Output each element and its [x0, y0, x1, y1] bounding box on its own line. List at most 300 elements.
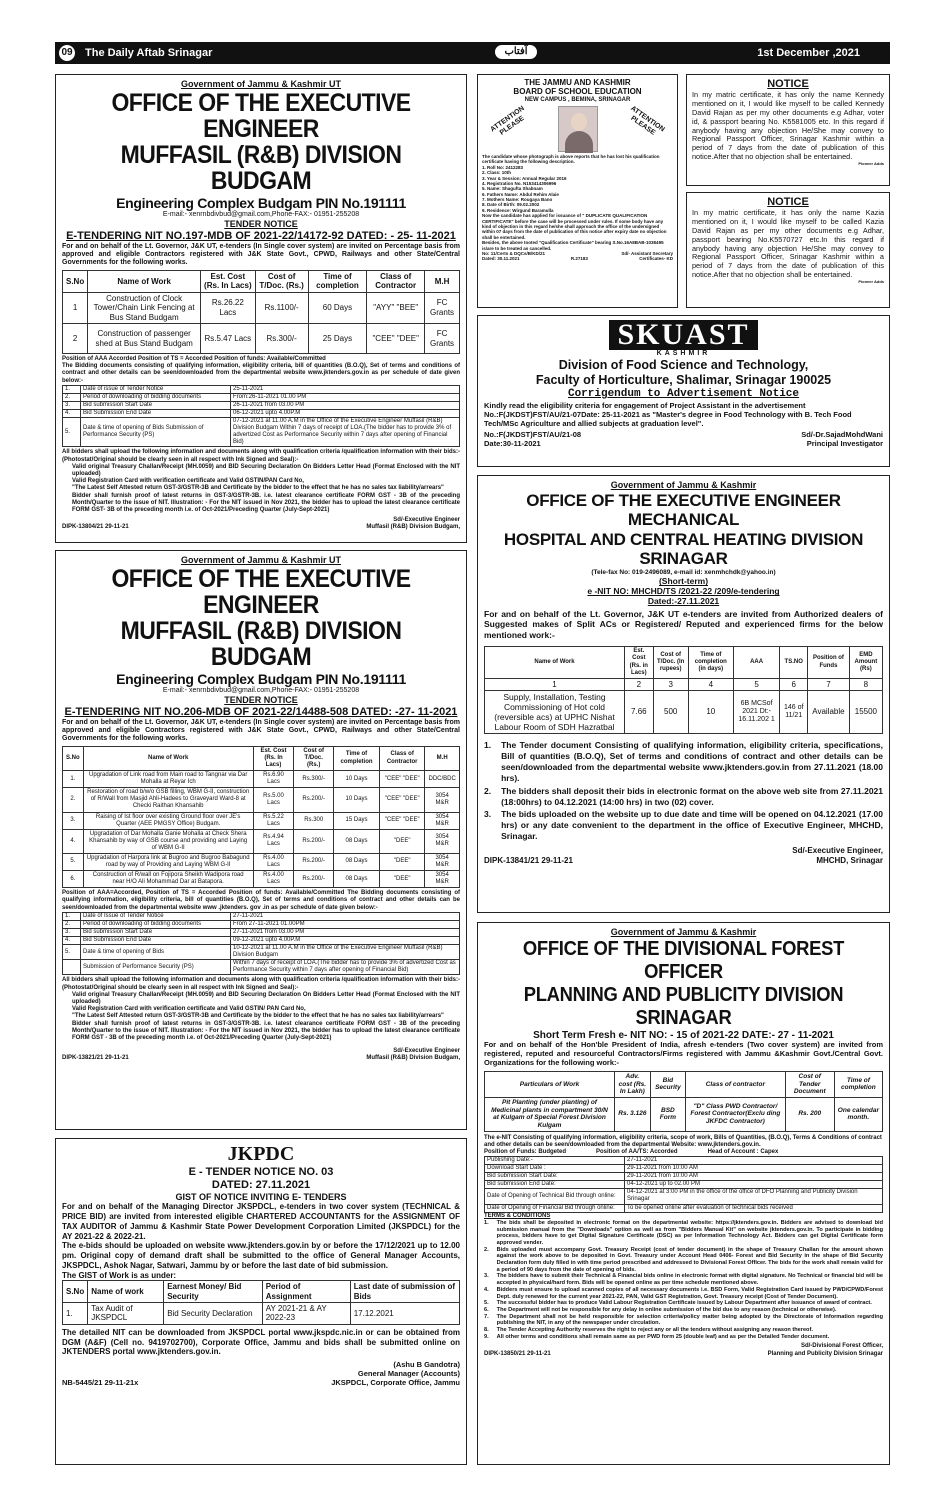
text-ad6-row-6: Available: [808, 691, 850, 734]
text-ad1-schedule-1-2: From:26-11-2021 01.00 PM: [231, 393, 460, 401]
text-ad2-body2: Besides, the above tooted "Qualification Certificate" bearing S.No.16A8BAB-1038495 is/are to be treated as cancelled.: [482, 240, 664, 251]
text-ad8-terms-8: All other terms and conditions shall remain same as per PWD form 25 (double leaf) and as per the Detailed Tender document.: [496, 1333, 830, 1340]
title-line2: PLANNING AND PUBLICITY DIVISION SRINAGAR: [523, 983, 844, 1029]
text-ad6-headers-5: TS.NO: [780, 647, 808, 678]
text-ad6-nums-2: 3: [653, 678, 688, 690]
text-ad1-schedule-0-2: 25-11-2021: [231, 385, 460, 393]
title1: Division of Food Science and Technology,: [558, 358, 809, 373]
text-ad8-funds: Position of Funds: Budgeted: [484, 1148, 566, 1155]
works-table: [62, 270, 460, 354]
text-ad7-rows-2-0: 3.: [63, 812, 84, 829]
text-ad6-headers-2: Cost of T/Doc. (In rupees): [653, 647, 688, 678]
text-ad6-headers-1: Est. Cost (Rs. in Lacs): [625, 647, 654, 678]
text-ad9-headers-4: Last date of submission of Bids: [350, 1281, 459, 1303]
title2: Faculty of Horticulture, Shalimar, Srinagar 190025: [535, 373, 832, 387]
text-ad6-points-2: The bids uploaded on the website up to due date and time will be opened on 04.12.2021 (17.00 hrs) or any date convenient to the department in the office of Executive Engineer, MHCHD, Srinagar.: [501, 809, 883, 842]
text-ad7-notes-3: "The Latest Self Attested return GST-3/GSTR-3B and Certificate by the bidder to the effect that he has no sales tax liability/arrears": [72, 1013, 444, 1020]
text-ad7-rows-4-1: Upgradation of Harpora link at Bugroo and Bugroo Babagund road by way of Providing and Laying WBM G-II: [83, 853, 253, 870]
text-ad8-terms-2: The bidders have to submit their Technical & Financial bids online in electronic format with digital signature. No Technical or financial bid will be accepted in physical/hard form. Bids will be opened online as per time schedule mentioned above.: [496, 1273, 883, 1287]
tender-points: 1. The Tender document Consisting of qualifying information, eligibility criteria, specifications, Bill of quantities (B.O.Q), Set of terms and conditions of contract and other details can be seen/downloaded from the departmental website www.jktenders.gov.in from 27.11.2021 (18.00 hrs). 2. The bidders shall deposit their bids in electronic format on the above web site from 27.11.2021 (18:00hrs) to 04.12.2021 (14:00 hrs) in two (02) cover. 3. The bids uploaded on the website up to due date and time will be opened on 04.12.2021 (17.00 hrs) or any date convenient to the department in the office of Executive Engineer, MHCHD, Srinagar.: [484, 740, 883, 842]
signatory: (Ashu B Gandotra): [393, 1360, 460, 1370]
notice-title: NOTICE: [767, 196, 809, 208]
works-table: [484, 646, 883, 734]
text-ad7-rows-4-0: 5.: [63, 853, 84, 870]
text-ad7-rows-5-4: 08 Days: [334, 871, 380, 888]
text-ad8-row-2: BSD Form: [650, 1097, 685, 1131]
text-ad7-notes-1: Valid original Treasury Challan/Receipt (MH.0059) and BID Securing Declaration On Bidders Letter Head (Format Enclosed with the NIT uploaded): [72, 991, 460, 1005]
text-ad1-rows-1-0: 2: [63, 324, 88, 354]
text-ad8-schedule-1-1: 29-11-2021 from 10:00 AM: [625, 1165, 883, 1173]
title-line2: MUFFASIL (R&B) DIVISION BUDGAM: [120, 617, 402, 672]
text-ad7-rows-4-3: Rs.200/-: [294, 853, 334, 870]
text-ad1-notes-3: "The Latest Self Attested return GST-3/GSTR-3B and Certificate by the bidder to the effect that he has no sales tax liability/arrears": [72, 485, 444, 492]
text-ad9-headers-1: Name of work: [88, 1281, 164, 1303]
gov-header: Government of Jammu & Kashmir: [610, 927, 757, 937]
text-ad7-rows-0-3: Rs.300/-: [294, 771, 334, 788]
tender-dfo: [477, 922, 890, 1465]
jkpdc-logo: [62, 1143, 460, 1166]
text-ad7-rows-3-4: 08 Days: [334, 829, 380, 853]
short-term: (Short-term): [658, 576, 709, 587]
address: Engineering Complex Budgam PIN No.191111: [116, 670, 406, 687]
text-ad1-sign2: Muffasil (R&B) Division Budgam,: [366, 524, 460, 531]
text-ad7-rows-0-0: 1.: [63, 771, 84, 788]
text-ad7-headers-3: Cost of T/Doc. (Rs.): [294, 746, 334, 770]
text-ad2-lines-8: 9. Residence: Wirgund Baramulla: [482, 207, 554, 213]
gov-header: Government of Jammu & Kashmir: [610, 480, 757, 490]
text-ad1-rows-1-4: 25 Days: [308, 324, 367, 354]
text-ad7-sign2: Muffasil (R&B) Division Budgam,: [366, 1055, 460, 1062]
title2: BOARD OF SCHOOL EDUCATION: [513, 87, 642, 97]
nit-number: Short Term Fresh e- NIT NO: - 15 of 2021-22 DATE:- 27 - 11-2021: [533, 1029, 834, 1041]
footer-row: [62, 1379, 460, 1388]
tender-label: TENDER NOTICE: [224, 695, 298, 706]
text-ad2-lines-3: 4. Registration No. N153414306996: [482, 180, 557, 186]
text-ad7-headers-4: Time of completion: [334, 746, 380, 770]
text-ad7-rows-5-0: 6.: [63, 871, 84, 888]
text-ad1-schedule-0-0: 1.: [63, 385, 81, 393]
text-ad7-schedule-5-2: Within 7 days of receipt of LOA.(The bidder has to provide 3% of advertized Cost as Performance Security within 7 days after opening of Financial Bid): [231, 960, 460, 975]
gov-header: Government of Jammu & Kashmir UT: [180, 79, 342, 89]
page-number: 09: [57, 43, 77, 63]
text-ad2-lines-0: 1. Roll No: 2412283: [482, 164, 524, 170]
bose-notice: [477, 74, 678, 308]
notes: [62, 977, 460, 1042]
text-ad7-rows-5-5: "DEE": [380, 871, 425, 888]
text-ad1-schedule-1-1: Period of downloading of bidding documents: [81, 393, 231, 401]
text-ad1-headers-5: Class of Contractor: [367, 270, 425, 292]
text-ad8-schedule-4-1: 04-12-2021 at 3:00 PM in the office of the office of DFO Planning and Publicity Division Srinagar: [625, 1189, 883, 1204]
text-ad7-rows-2-1: Raising of Ist floor over existing Ground floor over JE's Quarter (AEE PMGSY Office) Budgam.: [83, 812, 253, 829]
text-ad8-head: Head of Account : Capex: [707, 1148, 779, 1155]
text-ad2-dated: Dated: 30.11.2021: [482, 256, 520, 262]
text-ad8-schedule-5-1: To be opened online after evaluation of technical bids received: [625, 1204, 883, 1212]
corrigendum-body: Kindly read the eligibility criteria for engagement of Project Assistant in the advertisement No.:F(JKDST)FST/AU/21-07Date: 25-11-2021 as "Master's degree in Food Technology with B. Tech Food Tech/MSc Agriculture and allied subjects at graduation level".: [484, 400, 852, 428]
text-ad6-nums-5: 6: [780, 678, 808, 690]
text-ad1-rows-0-5: "AYY" "BEE": [367, 292, 425, 323]
text-ad7-schedule-1-0: 2.: [63, 920, 81, 928]
text-ad1-rows-1-3: Rs.300/-: [255, 324, 308, 354]
tender-label: TENDER NOTICE: [224, 219, 298, 230]
intro-text: For and on behalf of the Lt. Governor, J&K UT e-tenders are invited from Authorized dealers of Suggested makes of Split ACs or Registered/ Reputed and experienced firms for the below mentioned work:-: [484, 608, 883, 640]
position-line: Position of AAA=Accorded, Position of TS = Accorded Position of funds: Available/Committed The Bidding documents consisting of qualifying information, eligibility criteria, bill of quantities (B.O.Q), Set of terms and conditions of contract and other details can be seen/downloaded from the departmental website www .jktenders. gov .in as per schedule of date given below:-: [62, 890, 460, 911]
text-ad9-headers-2: Earnest Money/ Bid Security: [164, 1281, 263, 1303]
text-ad1-rows-1-2: Rs.5.47 Lacs: [201, 324, 256, 354]
text-ad2-lines-4: 5. Name: Shagufta Shabnam: [482, 186, 543, 192]
works-table: [62, 746, 460, 888]
notes: [62, 449, 460, 514]
text-ad7-rows-3-0: 4.: [63, 829, 84, 853]
address: Engineering Complex Budgam PIN No.191111: [116, 194, 406, 211]
text-ad1-rows-0-6: FC Grants: [425, 292, 460, 323]
text-ad7-rows-3-1: Upgradation of Dar Mohalla Ganie Mohalla at Check Shera Khansahib by way of GSB course and providing and Laying of WBM G-II: [83, 829, 253, 853]
text-ad6-row-4: 6B MCSof 2021 Dt:- 16.11.202 1: [733, 691, 779, 734]
text-ad8-schedule-0-1: 27-11-2021: [625, 1157, 883, 1165]
email-line: E-mail:- xenrnbdivbud@gmail.com,Phone-FAX:- 01951-255208: [162, 687, 360, 695]
schedule-table: [62, 912, 460, 976]
newspaper-name: The Daily Aftab Srinagar: [85, 46, 213, 59]
text-ad7-rows-1-1: Restoration of road b/w/o GSB filling, WBM G-II, construction of R/Wall from Masjid Ahli-Hadees to Graveyard Ward-8 at Checki Raithan Khansahib: [83, 788, 253, 812]
body1: For and on behalf of the Managing Director JKSPDCL, e-tenders in two cover system (TECHNICAL & PRICE BID) are invited from interested eligible CHARTERED ACCOUNTANTS for the ASSIGNMENT OF TAX AUDITOR of Jammu & Kashmir State Power Development Corporation Limited (JKSPDCL) for the AY 2021-22 & 2022-21.: [62, 1202, 460, 1241]
issue-date: 1st December ,2021: [757, 46, 860, 59]
text-ad7-headers-2: Est. Cost (Rs. In Lacs): [253, 746, 294, 770]
title-line2: MUFFASIL (R&B) DIVISION BUDGAM: [120, 141, 402, 196]
title3: Corrigendum to Advertisement Notice: [567, 387, 800, 400]
designation: General Manager (Accounts): [357, 1368, 460, 1378]
text-ad8-schedule-2-1: 29-11-2021 from 10:00 AM: [625, 1173, 883, 1181]
text-ad7-rows-1-6: 3054 M&R: [425, 788, 460, 812]
text-ad6-points-0: The Tender document Consisting of qualifying information, eligibility criteria, specifications, Bill of quantities (B.O.Q), Set of terms and conditions of contract and other details can be seen/downloaded from the departmental website www.jktenders.gov.in from 27.11.2021 (18.00 hrs).: [501, 740, 883, 783]
schedule-table: [484, 1156, 883, 1213]
text-ad7-schedule-4-1: Date & time of opening of Bids: [81, 945, 231, 960]
text-ad8-schedule-3-1: 04-12-2021 up to 02.00 PM: [625, 1181, 883, 1189]
text-ad6-headers-4: AAA: [733, 647, 779, 678]
text-ad8-headers-5: Time of completion: [834, 1071, 882, 1097]
text-ad9-nb: NB-5445/21 29-11-21x: [62, 1377, 139, 1387]
email-line: E-mail:- xenrnbdivbud@gmail.com,Phone-FAX:- 01951-255208: [162, 211, 360, 219]
text-ad6-row-3: 10: [688, 691, 733, 734]
text-ad7-rows-3-2: Rs.4.94 Lacs: [253, 829, 294, 853]
text-ad6-headers-0: Name of Work: [485, 647, 625, 678]
text-ad6-headers-7: EMD Amount (Rs): [849, 647, 882, 678]
tender-jkspdc: [55, 1138, 467, 1465]
text-ad7-rows-2-4: 15 Days: [334, 812, 380, 829]
text-ad7-rows-1-5: "CEE" "DEE": [380, 788, 425, 812]
text-ad7-rows-2-6: 3054 M&R: [425, 812, 460, 829]
text-ad8-terms-5: The Department will not be responsible for any delay in online submission of the bid due to any reason (technical or otherwise).: [496, 1306, 837, 1313]
text-ad5-sign2: Principal Investigator: [806, 438, 883, 448]
title-line1: OFFICE OF THE EXECUTIVE ENGINEER: [111, 88, 411, 143]
text-ad1-headers-0: S.No: [63, 270, 88, 292]
text-ad1-schedule-1-0: 2.: [63, 393, 81, 401]
text-ad8-terms-0: The bids shall be deposited in electronic format on the departmental website: https://jktenders.gov.in. Bidders are advised to download bid submission manual from the "Downloads" option as well as from "Bidders Manual Kit" on website jktenders.gov.in. To participate in bidding process, bidders have to get Digital Signature Certificate (DSC) as per Information Technology Act. Bidders can get Digital Certificate form approved vender.: [496, 1219, 883, 1246]
text-ad6-headers-3: Time of completion (in days): [688, 647, 733, 678]
text-ad9-row-1: Tax Audit of JKSPDCL: [88, 1302, 164, 1324]
text-ad2-intro: The candidate whose photograph is above reports that he has lost his qualification certificate having the following description.: [482, 153, 660, 165]
schedule-table: [62, 385, 460, 448]
text-ad8-schedule-0-0: Publishing Date:-: [485, 1157, 625, 1165]
text-ad7-schedule-3-1: Bid Submission End Date: [81, 937, 231, 945]
text-ad8-headers-2: Bid Security: [650, 1071, 685, 1097]
tender-notice-budgam-206: [55, 550, 467, 1130]
title2: DATED: 27.11.2021: [211, 1178, 311, 1191]
text-ad7-schedule-5-0: [63, 960, 81, 975]
text-ad1-rows-1-1: Construction of passenger shed at Bus Stand Budgam: [88, 324, 201, 354]
notice-kennedy: [686, 74, 890, 186]
gist-label: The GIST of Work is as under:: [62, 1270, 177, 1280]
text-ad7-notes-2: Valid Registration Card with verification certificate and Valid GSTIN/ PAN Card No,: [72, 1006, 306, 1013]
signature: Sd/-Executive Engineer: [393, 1048, 460, 1055]
text-ad1-rows-0-1: Construction of Clock Tower/Chain Link Fencing at Bus Stand Budgam: [88, 292, 201, 323]
text-ad8-schedule-3-0: Bid submission End Date:: [485, 1181, 625, 1189]
text-ad7-schedule-4-2: 10-12-2021 at 11.00 A.M in the Office of the Executive Engineer Muffasil (R&B) Division Budgam: [231, 945, 460, 960]
text-ad7-rows-5-6: 3054 M&R: [425, 871, 460, 888]
signature: Sd/-Divisional Forest Officer,: [800, 1343, 883, 1350]
skuast-logo: [484, 320, 883, 358]
text-ad7-headers-1: Name of Work: [83, 746, 253, 770]
text-ad7-rows-5-2: Rs.4.00 Lacs: [253, 871, 294, 888]
text-ad7-schedule-0-2: 27-11-2021: [231, 912, 460, 920]
text-ad8-aa: Position of AA/TS: Accorded: [596, 1148, 678, 1155]
text-ad7-schedule-2-2: 27-11-2021 from 03.00 PM: [231, 928, 460, 936]
text-ad8-sign2: Planning and Publicity Division Srinagar: [767, 1350, 883, 1357]
bose-body: [482, 154, 673, 262]
intro-text: For and on behalf of the Lt. Governor, J&K UT, e-tenders (In Single cover system) are invited on Percentage basis from approved and eligible Contractors registered with J&K State Govt., CPWD, Railways and other State/Central Governments for the following works.: [62, 718, 460, 742]
text-ad5-logo: SKUAST: [609, 320, 757, 350]
text-ad5-sign1: Sd/-Dr.SajadMohdWani: [801, 429, 883, 439]
notice-title: NOTICE: [767, 78, 809, 90]
notice-kazia: [686, 192, 890, 308]
text-ad7-rows-1-0: 2.: [63, 788, 84, 812]
title-line2: HOSPITAL AND CENTRAL HEATING DIVISION SRINAGAR: [503, 529, 864, 569]
text-ad6-nums-7: 8: [849, 678, 882, 690]
text-ad7-rows-4-6: 3054 M&R: [425, 853, 460, 870]
text-ad8-terms-3: Bidders must ensure to upload scanned copies of all necessary documents i.e. BSD Form, Valid Registration Card issued by PWD/CPWD/Forest Dept. duly renewed for the current year 2021-22, PAN, Valid GST Registration, Govt. Treasury receipt (Cost of Tender Document).: [496, 1286, 883, 1300]
position-line: Position of AAA Accorded Position of TS = Accorded Position of funds: Available/Committed: [62, 356, 326, 363]
text-ad7-schedule-5-1: Submission of Performance Security (PS): [81, 960, 231, 975]
text-ad8-row-4: Rs. 200: [785, 1097, 834, 1131]
text-ad1-schedule-2-2: 26-11-2021 from 03.00 PM: [231, 401, 460, 409]
terms-title: TERMS & CONDITIONS: [484, 1212, 551, 1219]
text-ad1-notes-1: Valid original Treasury Challan/Receipt (MH.0059) and BID Securing Declaration On Bidders Letter Head (Format Enclosed with the NIT uploaded): [72, 463, 460, 478]
newspaper-logo: آفتاب: [495, 45, 537, 59]
text-ad7-rows-0-1: Upgradation of Link road from Main road to Tangnar via Dar Mohalla at Reyar Ich: [83, 771, 253, 788]
text-ad1-rows-1-6: FC Grants: [425, 324, 460, 354]
notice-body: In my matric certificate, it has only the name Kazia mentioned on it, I would like myself to be called Kazia David Rajan as per my other documents e.g Adhar, passport bearing No.K5570727 etc.In this regard if anybody having any objection He/She may convey to Regional Passport Officer, Srinagar Kashmir within a period of 7 days from the date of publication of this notice.After that no objection shall be entertained.: [692, 207, 884, 280]
text-ad6-row-5: 146 of 11/21: [780, 691, 808, 734]
text-ad1-schedule-3-2: 06-12-2021 upto 4.00P.M: [231, 410, 460, 418]
signature: Sd/-Executive Engineer: [393, 517, 460, 524]
notice-footer: Pioneer Adds: [858, 279, 884, 285]
text-ad1-schedule-0-1: Date of issue of Tender Notice: [81, 385, 231, 393]
intro-text: For and on behalf of the Lt. Governor, J&K UT, e-tenders (In Single cover system) are invited on Percentage basis from approved and eligible Contractors registered with J&K State Govt., CPWD, Railways and other State/Central Governments for the following works.: [62, 242, 460, 266]
title1: E - TENDER NOTICE NO. 03: [188, 1165, 334, 1178]
works-table: [484, 1071, 883, 1132]
text-ad1-notes-2: Valid Registration Card with verification certificate and Valid GSTIN/PAN Card No,: [72, 478, 304, 485]
text-ad1-notes-0: All bidders shall upload the following information and documents along with qualification criteria /qualification information with their bids:-(Photostat/Original should be clearly seen in all respect with Ink Signed and Seal):-: [62, 449, 460, 463]
text-ad7-schedule-3-2: 09-12-2021 upto 4.00P.M: [231, 937, 460, 945]
text-ad9-sign3: JKSPDCL, Corporate Office, Jammu: [331, 1377, 460, 1387]
text-ad6-dipk: DIPK-13841/21 29-11-21: [484, 855, 573, 865]
text-ad1-schedule-4-0: 5.: [63, 418, 81, 447]
text-ad1-rows-0-2: Rs.26.22 Lacs: [201, 292, 256, 323]
text-ad1-schedule-3-0: 4.: [63, 410, 81, 418]
text-ad5-no: No.:F(JKDST)FST/AU/21-08: [484, 429, 582, 439]
tender-notice-budgam-197: [55, 74, 467, 543]
text-ad7-rows-1-3: Rs.200/-: [294, 788, 334, 812]
text-ad1-schedule-4-2: 07-12-2021 at 11.00 A.M in the Office of the Executive Engineer Muffasil (R&B) Division Budgam Within 7 days of receipt of LOA.(The bidder has to provide 3% of advertized Cost as Performance Security within 7 days after opening of Financial Bid): [231, 418, 460, 447]
terms-list: 1. The bids shall be deposited in electronic format on the departmental website: https://jktenders.gov.in. Bidders are advised to download bid submission manual from the "Downloads" option as well as from "Bidders Manual Kit" on website jktenders.gov.in. To participate in bidding process, bidders have to get Digital Signature Certificate (DSC) as per Information Technology Act. Bidders can get Digital Certificate form approved vender. 2. Bids uploaded must accompany Govt. Treasury Receipt (cost of tender document) in the shape of Treasury Challan for the amount shown against the work above to be deposited in Govt. Treasury under Account Head 0406- Forest and Bid Security in the shape of Bid Security Declaration form duly filled in with time period prescribed and addressed to Divisional Forest Officer. The bids for the work shall remain valid for a period of 90 days from the date of opening of bids. 3. The bidders have to submit their Technical & Financial bids online in electronic format with digital signature. No Technical or financial bid will be accepted in physical/hard form. Bids will be opened online as per time schedule mentioned above. 4. Bidders must ensure to upload scanned copies of all necessary documents i.e. BSD Form, Valid Registration Card issued by PWD/CPWD/Forest Dept. duly renewed for the current year 2021-22, PAN, Valid GST Registration, Govt. Treasury receipt (Cost of Tender Document). 5. The successful bidder has to produce Valid Labour Registration Certificate issued by Labour Department after issuance of award of contract. 6. The Department will not be responsible for any delay in online submission of the bid due to any reason (technical or otherwise). 7. The Department shall not be held responsible for selection criteria/policy matter being adopted by the Directorate of Information regarding publishing the NIT, in any of the newspaper under circulation. 8. The Tender Accepting Authority reserves the right to reject any or all the tenders without assigning any reason thereof. 9. All other terms and conditions shall remain same as per PWD form 25 (double leaf) and as per the Detailed Tender document.: [484, 1219, 883, 1340]
text-ad5-logo_sub: KASHMIR: [656, 350, 711, 357]
title3: GIST OF NOTICE INVITING E- TENDERS: [175, 1191, 347, 1202]
text-ad2-body: Now the candidate has applied for issuance of " DUPLICATE QUALIFICATION CERTIFICATE" before the case will be processed under rules. If some body have any kind of objection in this regard he/she shall approach the office of the undersigned within 07 days from the date of publication of this notice after expiry date no objection shall be entertained.: [482, 213, 667, 240]
text-ad7-rows-4-5: "DEE": [380, 853, 425, 870]
skuast-corrigendum: [477, 315, 890, 467]
text-ad1-headers-4: Time of completion: [308, 270, 367, 292]
text-ad6-nums-3: 4: [688, 678, 733, 690]
text-ad8-headers-1: Adv. cost (Rs. In Lakh): [615, 1071, 651, 1097]
sign-row2: [484, 440, 883, 449]
nit-number: E-TENDERING NIT NO.197-MDB OF 2021-22/14172-92 DATED: - 25- 11-2021: [66, 229, 456, 242]
footer-text: The detailed NIT can be downloaded from JKSPDCL portal www.jkspdc.nic.in or can be obtained from DGM (A&F) (Cell no. 9419702700), Corporate Office, Jammu and bids shall be submitted online on JKTENDERS portal www.jktenders.gov.in.: [62, 1327, 460, 1357]
text-ad7-rows-1-4: 10 Days: [334, 788, 380, 812]
text-ad2-cert: Certificates- KD: [639, 256, 673, 262]
footer-row: [484, 856, 883, 865]
funds-row: [484, 1149, 883, 1156]
footer-row: [62, 1055, 460, 1062]
text-ad2-no: No: 11/Certs & DQCs/B/KD/21: [482, 250, 546, 256]
text-ad8-dipk: DIPK-13850/21 29-11-21: [484, 1350, 551, 1357]
text-ad6-points-1: The bidders shall deposit their bids in electronic format on the above web site from 27.11.2021 (18:00hrs) to 04.12.2021 (14:00 hrs) in two (02) cover.: [501, 785, 883, 807]
text-ad6-headers-6: Position of Funds: [808, 647, 850, 678]
text-ad1-headers-2: Est. Cost (Rs. In Lacs): [201, 270, 256, 292]
text-ad8-terms-7: The Tender Accepting Authority reserves the right to reject any or all the tenders without assigning any reason thereof.: [496, 1327, 813, 1334]
text-ad1-schedule-3-1: Bid Submission End Date: [81, 410, 231, 418]
text-ad8-schedule-5-0: Date of Opening of Financial Bid through online:: [485, 1204, 625, 1212]
text-ad7-headers-0: S.No: [63, 746, 84, 770]
text-ad1-schedule-4-1: Date & time of opening of Bids Submission of Performance Security (PS): [81, 418, 231, 447]
text-ad7-schedule-3-0: 4.: [63, 937, 81, 945]
text-ad9-row-0: 1.: [63, 1302, 88, 1324]
text-ad1-dipk: DIPK-13804/21 29-11-21: [62, 524, 129, 531]
candidate-photo: [558, 106, 598, 152]
body2: The e-bids should be uploaded on website www.jktenders.gov.in by or before the 17/12/2021 up to 12.00 pm. Original copy of demand draft shall be submitted to the office of General Manager Accounts, JKSPDCL, Ashok Nagar, Satwari, Jammu by or before the last date of bid submission.: [62, 1241, 460, 1270]
text-ad7-rows-1-2: Rs.5.00 Lacs: [253, 788, 294, 812]
signature: Sd/-Executive Engineer,: [792, 846, 883, 856]
text-ad9-headers-0: S.No: [63, 1281, 88, 1303]
tender-mhchd: [477, 475, 890, 913]
text-ad7-schedule-0-0: 1.: [63, 912, 81, 920]
text-ad8-headers-4: Cost of Tender Document: [785, 1071, 834, 1097]
text-ad6-row-0: Supply, Installation, Testing Commissioning of Hot cold (reversible acs) at UPHC Nishat Labour Room of SDH Hazratbal: [485, 691, 625, 734]
text-ad1-rows-0-3: Rs.1100/-: [255, 292, 308, 323]
text-ad6-row-2: 500: [653, 691, 688, 734]
text-ad7-rows-3-3: Rs.200/-: [294, 829, 334, 853]
text-ad1-rows-0-4: 60 Days: [308, 292, 367, 323]
text-ad8-headers-0: Particulars of Work: [485, 1071, 615, 1097]
text-ad2-lines-5: 6. Fathers Name: Abdul Rehim Alaie: [482, 191, 559, 197]
text-ad8-schedule-4-0: Date of Opening of Technical Bid through online:: [485, 1189, 625, 1204]
text-ad8-terms-4: The successful bidder has to produce Valid Labour Registration Certificate issued by Labour Department after issuance of award of contract.: [496, 1300, 872, 1307]
text-ad7-rows-0-2: Rs.6.90 Lacs: [253, 771, 294, 788]
intro-text: For and on behalf of the Hon'ble President of India, afresh e-tenders (Two cover system) are invited from registered, reputed and resourceful Contractors/Firms registered with Jammu &Kashmir Govt./Central Govt. Organizations for the following work:-: [484, 1040, 883, 1068]
text-ad1-headers-3: Cost of T/Doc. (Rs.): [255, 270, 308, 292]
footer-row: [484, 1351, 883, 1358]
text-ad1-schedule-2-1: Bid submission Start Date: [81, 401, 231, 409]
nit-number: e -NIT NO: MHCHD/TS /2021-22 /209/e-tendering: [587, 586, 780, 597]
text-ad6-nums-1: 2: [625, 678, 654, 690]
text-ad1-headers-1: Name of Work: [88, 270, 201, 292]
gist-table: [62, 1280, 460, 1325]
text-ad6-nums-6: 7: [808, 678, 850, 690]
nit-date: Dated:-27.11.2021: [647, 596, 720, 607]
text-ad7-notes-0: All bidders shall upload the following information and documents along with qualification criteria /qualification information with their bids:-(Photostat/Original should be clearly seen in all respect with Ink Signed and Seal):-: [62, 977, 460, 991]
text-ad7-rows-0-4: 10 Days: [334, 771, 380, 788]
tel-line: (Tele-fax No: 019-2496089, e-mail id: xenmhchdk@yahoo.in): [591, 568, 776, 576]
text-ad7-rows-0-6: DDC/BDC: [425, 771, 460, 788]
text-ad9-headers-3: Period of Assignment: [262, 1281, 350, 1303]
text-ad8-row-0: Pit Planting (under planting) of Medicinal plants in compartment 30/N at Kulgam of Special Forest Division Kulgam: [485, 1097, 615, 1131]
gov-header: Government of Jammu & Kashmir UT: [180, 555, 342, 565]
text-ad8-schedule-2-0: Bid submission Start Date:: [485, 1173, 625, 1181]
text-ad8-schedule-1-0: Download Start Date :: [485, 1165, 625, 1173]
text-ad7-rows-2-2: Rs.5.22 Lacs: [253, 812, 294, 829]
title-line1: OFFICE OF THE EXECUTIVE ENGINEER MECHANICAL: [526, 490, 841, 530]
title-line1: OFFICE OF THE DIVISIONAL FOREST OFFICER: [522, 937, 845, 983]
text-ad2-r: R.27183: [570, 256, 588, 262]
footer-row: [62, 524, 460, 531]
text-ad2-lines-6: 7. Mothers Name: Rougaya Bano: [482, 197, 553, 203]
text-ad8-row-5: One calendar month.: [834, 1097, 882, 1131]
text-ad6-row-1: 7.66: [625, 691, 654, 734]
bidding-text: The Bidding documents consisting of qualifying information, eligibility criteria, bill of quantities (B.O.Q), Set of terms and conditions of contract and other details can be seen/downloaded from the departmental website www.jktenders.gov.in as per schedule of date given below:-: [62, 363, 460, 384]
text-ad1-rows-1-5: "CEE" "DEE": [367, 324, 425, 354]
text-ad7-schedule-1-2: From 27-11-2021 01.00PM: [231, 920, 460, 928]
text-ad2-lines-7: 8. Date of Birth: 09.02.2002: [482, 202, 540, 208]
text-ad6-row-7: 15500: [849, 691, 882, 734]
text-ad7-schedule-2-1: Bid submission Start Date: [81, 928, 231, 936]
text-ad7-rows-3-5: "DEE": [380, 829, 425, 853]
text-ad6-sign2: MHCHD, Srinagar: [816, 855, 883, 865]
title3: NEW CAMPUS , BEMINA, SRINAGAR: [524, 96, 631, 103]
text-ad1-schedule-2-0: 3.: [63, 401, 81, 409]
text-ad1-rows-0-0: 1: [63, 292, 88, 323]
text-ad1-notes-4: Bidder shall furnish proof of latest returns in GST-3/GSTR-3B. i.e. latest clearance certificate FORM GST - 3B of the preceding Month/Quarter to the issue of NIT. Illustration: - For the NIT issued in Nov 2021, the bidder has to upload the latest clearance certificate FORM GST- 3B of the preceding month i.e. of Oct-2021/Preceding Quarter (July-Sept-2021): [72, 492, 460, 513]
text-ad7-dipk: DIPK-13821/21 29-11-21: [62, 1055, 129, 1062]
text-ad7-headers-5: Class of Contractor: [380, 746, 425, 770]
newspaper-header: [55, 42, 890, 64]
text-ad9-row-4: 17.12.2021: [350, 1302, 459, 1324]
text-ad7-rows-2-3: Rs.300: [294, 812, 334, 829]
attention-stamp-left: ATTENTION PLEASE: [489, 105, 526, 137]
text-ad6-nums-0: 1: [485, 678, 625, 690]
text-ad5-date: Date:30-11-2021: [484, 438, 541, 448]
text-ad7-rows-5-3: Rs.200/-: [294, 871, 334, 888]
text-ad7-rows-4-4: 08 Days: [334, 853, 380, 870]
text-ad7-rows-2-5: "CEE" "DEE": [380, 812, 425, 829]
text-ad7-rows-3-6: 3054 M&R: [425, 829, 460, 853]
text-ad7-headers-6: M.H: [425, 746, 460, 770]
text-ad7-schedule-0-1: Date of Issue of Tender Notice: [81, 912, 231, 920]
text-ad6-nums-4: 5: [733, 678, 779, 690]
text-ad8-headers-3: Class of contractor: [686, 1071, 786, 1097]
text-ad7-rows-4-2: Rs.4.00 Lacs: [253, 853, 294, 870]
text-ad2-lines-1: 2. Class: 10th: [482, 170, 512, 176]
text-ad2-sign: Sd/- Assistant Secretary: [621, 250, 673, 256]
nit-number: E-TENDERING NIT NO.206-MDB OF 2021-22/14488-508 DATED: -27- 11-2021: [64, 705, 458, 718]
text-ad7-schedule-4-0: 5.: [63, 945, 81, 960]
text-ad7-schedule-1-1: Period of downloading of bidding documents: [81, 920, 231, 928]
